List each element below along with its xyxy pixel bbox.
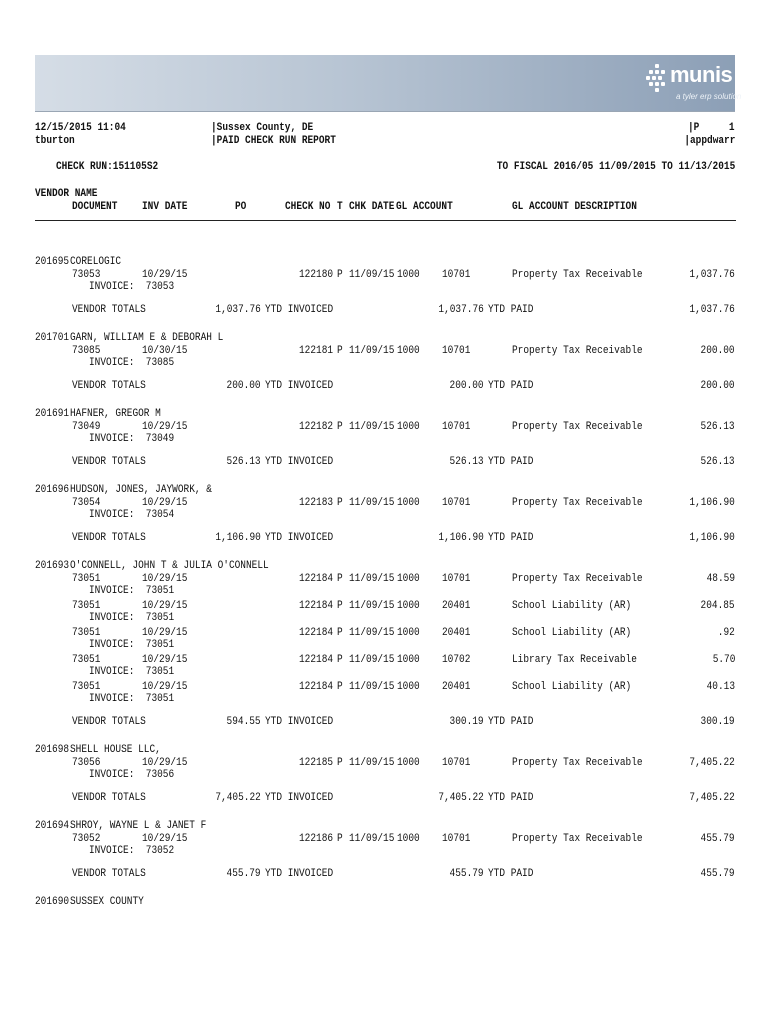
vendor-totals-label: VENDOR TOTALS xyxy=(72,532,146,544)
vendor-totals-label: VENDOR TOTALS xyxy=(72,716,146,728)
check-number: 122184 xyxy=(299,573,334,585)
line-amount: 1,106.90 xyxy=(689,497,735,509)
ytd-paid-amount: 300.19 xyxy=(449,716,484,728)
invoice-label: INVOICE: 73051 xyxy=(89,666,175,678)
document-number: 73056 xyxy=(72,757,101,769)
ytd-paid-label: YTD PAID xyxy=(488,868,534,880)
document-number: 73051 xyxy=(72,627,101,639)
invoice-label: INVOICE: 73053 xyxy=(89,281,175,293)
check-date: 11/09/15 xyxy=(349,269,395,281)
check-type: P xyxy=(337,573,343,585)
col-inv-date: INV DATE xyxy=(142,201,188,213)
vendor-name: SHROY, WAYNE L & JANET F xyxy=(70,820,207,832)
ytd-paid-label: YTD PAID xyxy=(488,380,534,392)
report-datetime: 12/15/2015 11:04 xyxy=(35,122,126,134)
invoice-label: INVOICE: 73051 xyxy=(89,693,175,705)
gl-account: 10702 xyxy=(442,654,471,666)
ytd-invoiced-label: YTD INVOICED xyxy=(265,456,334,468)
gl-account: 10701 xyxy=(442,269,471,281)
gl-account: 10701 xyxy=(442,497,471,509)
invoice-date: 10/29/15 xyxy=(142,757,188,769)
check-date: 11/09/15 xyxy=(349,573,395,585)
ytd-paid-amount: 526.13 xyxy=(449,456,484,468)
invoice-date: 10/29/15 xyxy=(142,627,188,639)
gl-description: School Liability (AR) xyxy=(512,681,632,693)
invoice-date: 10/29/15 xyxy=(142,497,188,509)
ytd-invoiced-amount: 200.00 xyxy=(226,380,261,392)
invoice-label: INVOICE: 73049 xyxy=(89,433,175,445)
invoice-label: INVOICE: 73052 xyxy=(89,845,175,857)
vendor-id: 201691 xyxy=(35,408,70,420)
gl-description: Property Tax Receivable xyxy=(512,757,643,769)
gl-account: 10701 xyxy=(442,345,471,357)
ytd-invoiced-amount: 526.13 xyxy=(226,456,261,468)
munis-logo xyxy=(646,62,742,106)
fund-code: 1000 xyxy=(397,757,420,769)
vendor-total-amount: 526.13 xyxy=(700,456,735,468)
col-document: DOCUMENT xyxy=(72,201,118,213)
line-amount: 48.59 xyxy=(706,573,735,585)
document-number: 73051 xyxy=(72,654,101,666)
gl-description: School Liability (AR) xyxy=(512,627,632,639)
gl-account: 20401 xyxy=(442,627,471,639)
ytd-paid-amount: 1,037.76 xyxy=(438,304,484,316)
vendor-total-amount: 7,405.22 xyxy=(689,792,735,804)
check-date: 11/09/15 xyxy=(349,627,395,639)
col-type: T xyxy=(337,201,343,213)
check-type: P xyxy=(337,627,343,639)
check-run-label: CHECK RUN:151105S2 xyxy=(56,161,159,173)
check-number: 122184 xyxy=(299,654,334,666)
check-number: 122180 xyxy=(299,269,334,281)
ytd-paid-label: YTD PAID xyxy=(488,792,534,804)
vendor-total-amount: 455.79 xyxy=(700,868,735,880)
document-number: 73053 xyxy=(72,269,101,281)
gl-description: Property Tax Receivable xyxy=(512,497,643,509)
check-type: P xyxy=(337,497,343,509)
check-number: 122185 xyxy=(299,757,334,769)
check-date: 11/09/15 xyxy=(349,654,395,666)
vendor-id: 201698 xyxy=(35,744,70,756)
check-date: 11/09/15 xyxy=(349,757,395,769)
ytd-paid-amount: 1,106.90 xyxy=(438,532,484,544)
invoice-label: INVOICE: 73054 xyxy=(89,509,175,521)
line-amount: 5.70 xyxy=(712,654,735,666)
ytd-paid-amount: 455.79 xyxy=(449,868,484,880)
check-date: 11/09/15 xyxy=(349,421,395,433)
vendor-totals-label: VENDOR TOTALS xyxy=(72,456,146,468)
gl-description: Property Tax Receivable xyxy=(512,345,643,357)
document-number: 73051 xyxy=(72,600,101,612)
check-date: 11/09/15 xyxy=(349,681,395,693)
gl-account: 10701 xyxy=(442,833,471,845)
col-chk-date: CHK DATE xyxy=(349,201,395,213)
line-amount: 1,037.76 xyxy=(689,269,735,281)
check-date: 11/09/15 xyxy=(349,833,395,845)
check-number: 122184 xyxy=(299,600,334,612)
vendor-total-amount: 200.00 xyxy=(700,380,735,392)
gl-description: School Liability (AR) xyxy=(512,600,632,612)
ytd-paid-label: YTD PAID xyxy=(488,716,534,728)
report-title: |PAID CHECK RUN REPORT xyxy=(211,135,336,147)
ytd-paid-amount: 7,405.22 xyxy=(438,792,484,804)
document-number: 73051 xyxy=(72,573,101,585)
page-number: 1 xyxy=(729,122,735,134)
munis-tagline: a tyler erp solution xyxy=(676,92,742,101)
ytd-paid-label: YTD PAID xyxy=(488,532,534,544)
vendor-id: 201690 xyxy=(35,896,70,908)
gl-account: 10701 xyxy=(442,573,471,585)
invoice-date: 10/29/15 xyxy=(142,833,188,845)
fiscal-range: TO FISCAL 2016/05 11/09/2015 TO 11/13/2015 xyxy=(496,161,735,173)
document-number: 73051 xyxy=(72,681,101,693)
fund-code: 1000 xyxy=(397,269,420,281)
check-type: P xyxy=(337,269,343,281)
vendor-name: CORELOGIC xyxy=(70,256,122,268)
invoice-label: INVOICE: 73056 xyxy=(89,769,175,781)
line-amount: 455.79 xyxy=(700,833,735,845)
ytd-invoiced-amount: 594.55 xyxy=(226,716,261,728)
fund-code: 1000 xyxy=(397,497,420,509)
document-number: 73049 xyxy=(72,421,101,433)
gl-description: Library Tax Receivable xyxy=(512,654,637,666)
invoice-label: INVOICE: 73085 xyxy=(89,357,175,369)
invoice-label: INVOICE: 73051 xyxy=(89,612,175,624)
ytd-invoiced-amount: 7,405.22 xyxy=(215,792,261,804)
vendor-name: GARN, WILLIAM E & DEBORAH L xyxy=(70,332,224,344)
vendor-totals-label: VENDOR TOTALS xyxy=(72,304,146,316)
ytd-invoiced-label: YTD INVOICED xyxy=(265,868,334,880)
fund-code: 1000 xyxy=(397,654,420,666)
vendor-totals-label: VENDOR TOTALS xyxy=(72,792,146,804)
ytd-invoiced-label: YTD INVOICED xyxy=(265,792,334,804)
fund-code: 1000 xyxy=(397,573,420,585)
vendor-id: 201693 xyxy=(35,560,70,572)
check-number: 122183 xyxy=(299,497,334,509)
vendor-name: SUSSEX COUNTY xyxy=(70,896,144,908)
col-vendor-name: VENDOR NAME xyxy=(35,188,98,200)
check-type: P xyxy=(337,757,343,769)
check-type: P xyxy=(337,600,343,612)
gl-account: 10701 xyxy=(442,757,471,769)
ytd-paid-amount: 200.00 xyxy=(449,380,484,392)
fund-code: 1000 xyxy=(397,345,420,357)
col-check-no: CHECK NO xyxy=(285,201,331,213)
vendor-totals-label: VENDOR TOTALS xyxy=(72,868,146,880)
fund-code: 1000 xyxy=(397,833,420,845)
ytd-invoiced-label: YTD INVOICED xyxy=(265,380,334,392)
invoice-label: INVOICE: 73051 xyxy=(89,639,175,651)
report-entity: |Sussex County, DE xyxy=(211,122,314,134)
header-rule xyxy=(35,220,736,221)
invoice-date: 10/29/15 xyxy=(142,421,188,433)
fund-code: 1000 xyxy=(397,600,420,612)
line-amount: 526.13 xyxy=(700,421,735,433)
invoice-date: 10/29/15 xyxy=(142,573,188,585)
vendor-name: SHELL HOUSE LLC, xyxy=(70,744,161,756)
fund-code: 1000 xyxy=(397,681,420,693)
vendor-total-amount: 300.19 xyxy=(700,716,735,728)
gl-description: Property Tax Receivable xyxy=(512,573,643,585)
check-type: P xyxy=(337,833,343,845)
ytd-invoiced-label: YTD INVOICED xyxy=(265,304,334,316)
check-number: 122186 xyxy=(299,833,334,845)
report-banner xyxy=(35,55,735,111)
vendor-total-amount: 1,106.90 xyxy=(689,532,735,544)
gl-description: Property Tax Receivable xyxy=(512,833,643,845)
fund-code: 1000 xyxy=(397,627,420,639)
ytd-invoiced-amount: 1,106.90 xyxy=(215,532,261,544)
check-date: 11/09/15 xyxy=(349,345,395,357)
document-number: 73052 xyxy=(72,833,101,845)
col-gl-description: GL ACCOUNT DESCRIPTION xyxy=(512,201,637,213)
check-date: 11/09/15 xyxy=(349,600,395,612)
fund-code: 1000 xyxy=(397,421,420,433)
check-number: 122181 xyxy=(299,345,334,357)
vendor-name: HUDSON, JONES, JAYWORK, & xyxy=(70,484,212,496)
check-date: 11/09/15 xyxy=(349,497,395,509)
vendor-totals-label: VENDOR TOTALS xyxy=(72,380,146,392)
ytd-invoiced-label: YTD INVOICED xyxy=(265,716,334,728)
gl-account: 20401 xyxy=(442,600,471,612)
invoice-date: 10/29/15 xyxy=(142,269,188,281)
col-po: PO xyxy=(235,201,247,213)
line-amount: 40.13 xyxy=(706,681,735,693)
invoice-date: 10/29/15 xyxy=(142,600,188,612)
vendor-id: 201694 xyxy=(35,820,70,832)
ytd-invoiced-amount: 1,037.76 xyxy=(215,304,261,316)
ytd-paid-label: YTD PAID xyxy=(488,304,534,316)
check-type: P xyxy=(337,654,343,666)
line-amount: 200.00 xyxy=(700,345,735,357)
ytd-invoiced-amount: 455.79 xyxy=(226,868,261,880)
invoice-label: INVOICE: 73051 xyxy=(89,585,175,597)
line-amount: .92 xyxy=(717,627,735,639)
line-amount: 204.85 xyxy=(700,600,735,612)
check-number: 122184 xyxy=(299,681,334,693)
ytd-paid-label: YTD PAID xyxy=(488,456,534,468)
gl-description: Property Tax Receivable xyxy=(512,421,643,433)
invoice-date: 10/29/15 xyxy=(142,654,188,666)
ytd-invoiced-label: YTD INVOICED xyxy=(265,532,334,544)
report-user: tburton xyxy=(35,135,75,147)
invoice-date: 10/30/15 xyxy=(142,345,188,357)
check-type: P xyxy=(337,421,343,433)
page-label: |P xyxy=(688,122,700,134)
vendor-id: 201701 xyxy=(35,332,70,344)
check-type: P xyxy=(337,345,343,357)
vendor-name: HAFNER, GREGOR M xyxy=(70,408,161,420)
check-number: 122184 xyxy=(299,627,334,639)
vendor-name: O'CONNELL, JOHN T & JULIA O'CONNELL xyxy=(70,560,269,572)
vendor-id: 201696 xyxy=(35,484,70,496)
gl-account: 10701 xyxy=(442,421,471,433)
gl-description: Property Tax Receivable xyxy=(512,269,643,281)
line-amount: 7,405.22 xyxy=(689,757,735,769)
munis-logo-mark-icon xyxy=(646,64,668,92)
document-number: 73085 xyxy=(72,345,101,357)
check-number: 122182 xyxy=(299,421,334,433)
program-name: |appdwarr xyxy=(683,135,735,147)
banner-divider xyxy=(35,111,735,112)
vendor-total-amount: 1,037.76 xyxy=(689,304,735,316)
col-gl-account: GL ACCOUNT xyxy=(396,201,453,213)
vendor-id: 201695 xyxy=(35,256,70,268)
invoice-date: 10/29/15 xyxy=(142,681,188,693)
check-type: P xyxy=(337,681,343,693)
document-number: 73054 xyxy=(72,497,101,509)
gl-account: 20401 xyxy=(442,681,471,693)
munis-wordmark: munis xyxy=(670,62,733,87)
